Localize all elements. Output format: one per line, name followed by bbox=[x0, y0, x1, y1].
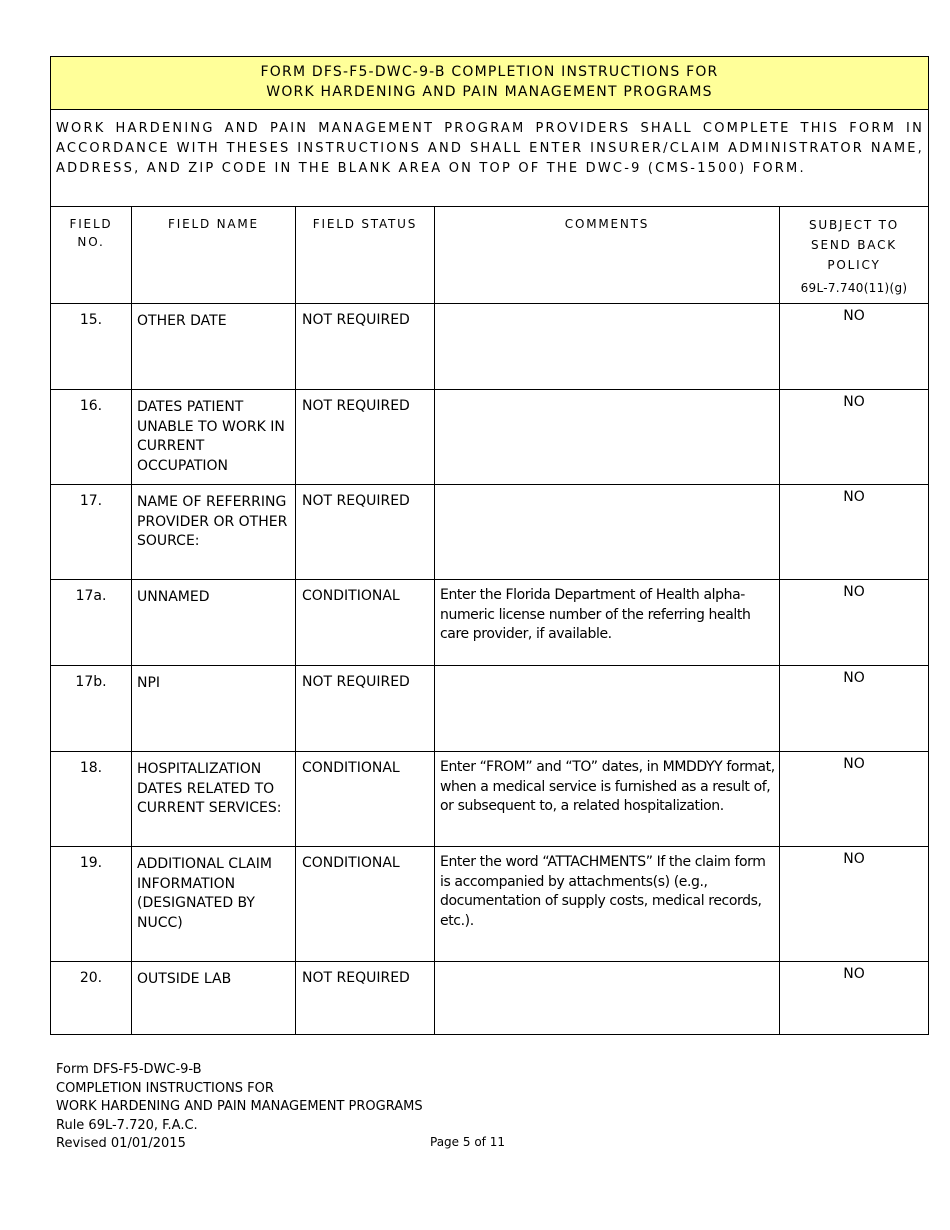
field-status: NOT REQUIRED bbox=[296, 485, 435, 580]
field-comment bbox=[435, 485, 780, 580]
form-title-line2: WORK HARDENING AND PAIN MANAGEMENT PROGRAMS bbox=[266, 84, 713, 100]
field-name: NPI bbox=[132, 666, 296, 752]
header-sendback-code: 69L-7.740(11)(g) bbox=[800, 281, 908, 295]
header-sendback: SUBJECT TO SEND BACK POLICY 69L-7.740(11)(g) bbox=[780, 207, 929, 304]
table-row bbox=[51, 304, 929, 390]
field-status: CONDITIONAL bbox=[296, 580, 435, 666]
field-number: 18. bbox=[51, 752, 132, 847]
field-comment: Enter “FROM” and “TO” dates, in MMDDYY format, when a medical service is furnished as a result of, or subsequent to, a related hospitalization. bbox=[435, 752, 780, 847]
page-footer bbox=[56, 1061, 423, 1154]
field-number: 19. bbox=[51, 847, 132, 962]
field-number: 17a. bbox=[51, 580, 132, 666]
sendback-policy: NO bbox=[780, 752, 929, 847]
sendback-policy: NO bbox=[780, 485, 929, 580]
field-name: NAME OF REFERRING PROVIDER OR OTHER SOURCE: bbox=[132, 485, 296, 580]
table-row bbox=[51, 485, 929, 580]
sendback-policy: NO bbox=[780, 666, 929, 752]
field-status: CONDITIONAL bbox=[296, 752, 435, 847]
field-name: UNNAMED bbox=[132, 580, 296, 666]
table-row bbox=[51, 752, 929, 847]
field-name: HOSPITALIZATION DATES RELATED TO CURRENT SERVICES: bbox=[132, 752, 296, 847]
form-title bbox=[51, 57, 929, 110]
field-number: 15. bbox=[51, 304, 132, 390]
field-status: NOT REQUIRED bbox=[296, 304, 435, 390]
form-title-line1: FORM DFS-F5-DWC-9-B COMPLETION INSTRUCTIONS FOR bbox=[260, 64, 719, 80]
sendback-policy: NO bbox=[780, 580, 929, 666]
field-comment bbox=[435, 962, 780, 1035]
field-comment bbox=[435, 304, 780, 390]
header-comments: COMMENTS bbox=[435, 207, 780, 304]
footer-rule: Rule 69L-7.720, F.A.C. bbox=[56, 1117, 198, 1133]
page-number: Page 5 of 11 bbox=[430, 1135, 505, 1149]
field-status: NOT REQUIRED bbox=[296, 390, 435, 485]
table-row bbox=[51, 390, 929, 485]
field-name: OUTSIDE LAB bbox=[132, 962, 296, 1035]
footer-line2: COMPLETION INSTRUCTIONS FOR bbox=[56, 1080, 274, 1096]
sendback-policy: NO bbox=[780, 390, 929, 485]
field-comment bbox=[435, 666, 780, 752]
header-row bbox=[51, 207, 929, 304]
footer-revised: Revised 01/01/2015 bbox=[56, 1136, 186, 1151]
header-field-name: FIELD NAME bbox=[132, 207, 296, 304]
sendback-policy: NO bbox=[780, 847, 929, 962]
table-row bbox=[51, 580, 929, 666]
table-row bbox=[51, 666, 929, 752]
header-field-no: FIELD NO. bbox=[51, 207, 132, 304]
table-row bbox=[51, 847, 929, 962]
field-comment: Enter the Florida Department of Health alpha-numeric license number of the referring health care provider, if available. bbox=[435, 580, 780, 666]
field-number: 17. bbox=[51, 485, 132, 580]
field-status: NOT REQUIRED bbox=[296, 962, 435, 1035]
field-status: NOT REQUIRED bbox=[296, 666, 435, 752]
intro-text: WORK HARDENING AND PAIN MANAGEMENT PROGRAM PROVIDERS SHALL COMPLETE THIS FORM IN ACCORDANCE WITH THESES INSTRUCTIONS AND SHALL ENTER INSURER/CLAIM ADMINISTRATOR NAME, ADDRESS, AND ZIP CODE IN THE BLANK AREA ON TOP OF THE DWC-9 (CMS-1500) FORM. bbox=[51, 110, 929, 207]
field-number: 20. bbox=[51, 962, 132, 1035]
field-name: ADDITIONAL CLAIM INFORMATION (DESIGNATED BY NUCC) bbox=[132, 847, 296, 962]
instructions-table bbox=[50, 56, 929, 1035]
header-field-status: FIELD STATUS bbox=[296, 207, 435, 304]
field-name: OTHER DATE bbox=[132, 304, 296, 390]
footer-form-id: Form DFS-F5-DWC-9-B bbox=[56, 1062, 202, 1077]
footer-line3: WORK HARDENING AND PAIN MANAGEMENT PROGRAMS bbox=[56, 1099, 423, 1114]
field-number: 16. bbox=[51, 390, 132, 485]
field-comment bbox=[435, 390, 780, 485]
field-comment: Enter the word “ATTACHMENTS” If the claim form is accompanied by attachments(s) (e.g., documentation of supply costs, medical records, etc.). bbox=[435, 847, 780, 962]
table-row bbox=[51, 962, 929, 1035]
field-name: DATES PATIENT UNABLE TO WORK IN CURRENT OCCUPATION bbox=[132, 390, 296, 485]
sendback-policy: NO bbox=[780, 304, 929, 390]
field-status: CONDITIONAL bbox=[296, 847, 435, 962]
field-number: 17b. bbox=[51, 666, 132, 752]
sendback-policy: NO bbox=[780, 962, 929, 1035]
